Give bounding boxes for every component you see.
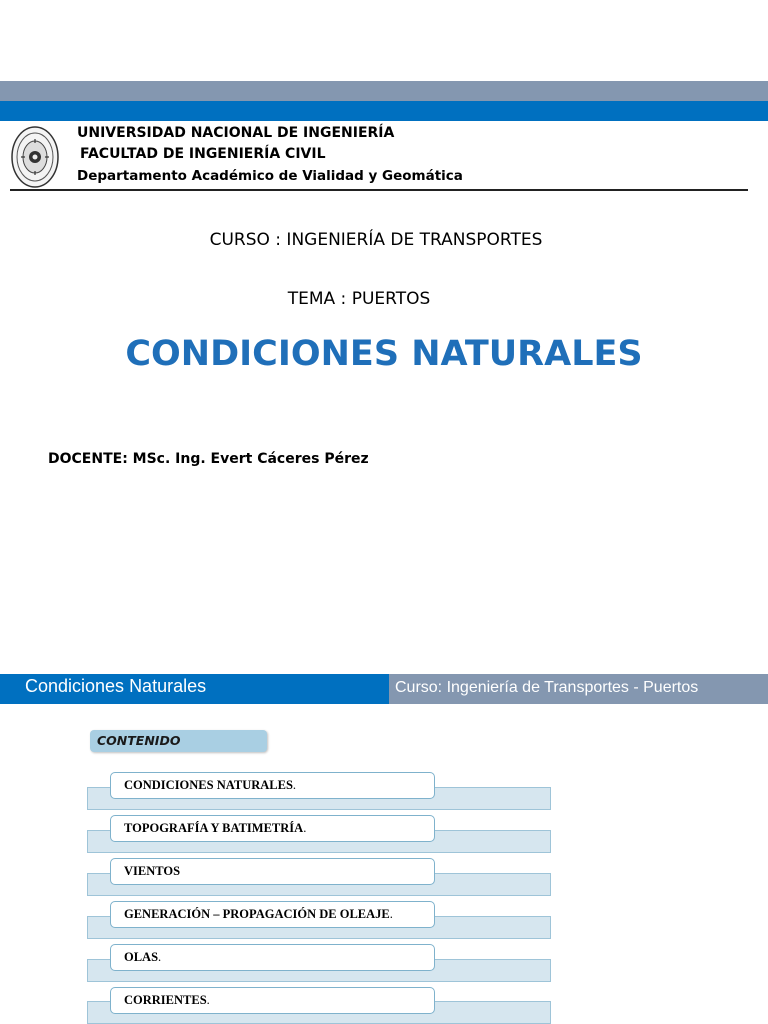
header-divider (10, 189, 748, 191)
university-name: UNIVERSIDAD NACIONAL DE INGENIERÍA (77, 125, 395, 141)
contents-heading (90, 730, 267, 752)
contents-item-label: VIENTOS (124, 864, 181, 878)
header-bar-blue (0, 101, 768, 121)
university-seal-icon (11, 126, 59, 188)
faculty-name: FACULTAD DE INGENIERÍA CIVIL (80, 146, 326, 162)
course-label: CURSO : INGENIERÍA DE TRANSPORTES (209, 230, 543, 250)
teacher-label: DOCENTE: MSc. Ing. Evert Cáceres Pérez (48, 451, 369, 467)
contents-item: OLAS. (110, 944, 435, 971)
contents-item-label: OLAS (124, 950, 159, 964)
contents-item-label: TOPOGRAFÍA Y BATIMETRÍA (124, 821, 304, 835)
contents-item-label: CORRIENTES (124, 993, 207, 1007)
contents-item-label: CONDICIONES NATURALES (124, 778, 293, 792)
contents-item (110, 858, 435, 885)
slide2-title: Condiciones Naturales (25, 676, 207, 696)
contents-item: TOPOGRAFÍA Y BATIMETRÍA. (110, 815, 435, 842)
slide2-course: Curso: Ingeniería de Transportes - Puertos (395, 679, 699, 696)
department-name: Departamento Académico de Vialidad y Geomática (77, 168, 463, 184)
slide-title: CONDICIONES NATURALES (125, 334, 643, 374)
topic-label: TEMA : PUERTOS (287, 289, 431, 309)
header-bar-gray (0, 81, 768, 101)
contents-item: CORRIENTES. (110, 987, 435, 1014)
contents-item: CONDICIONES NATURALES. (110, 772, 435, 799)
contents-heading-label: CONTENIDO (97, 733, 181, 748)
contents-item-label: GENERACIÓN – PROPAGACIÓN DE OLEAJE (124, 907, 390, 921)
contents-item: GENERACIÓN – PROPAGACIÓN DE OLEAJE. (110, 901, 435, 928)
